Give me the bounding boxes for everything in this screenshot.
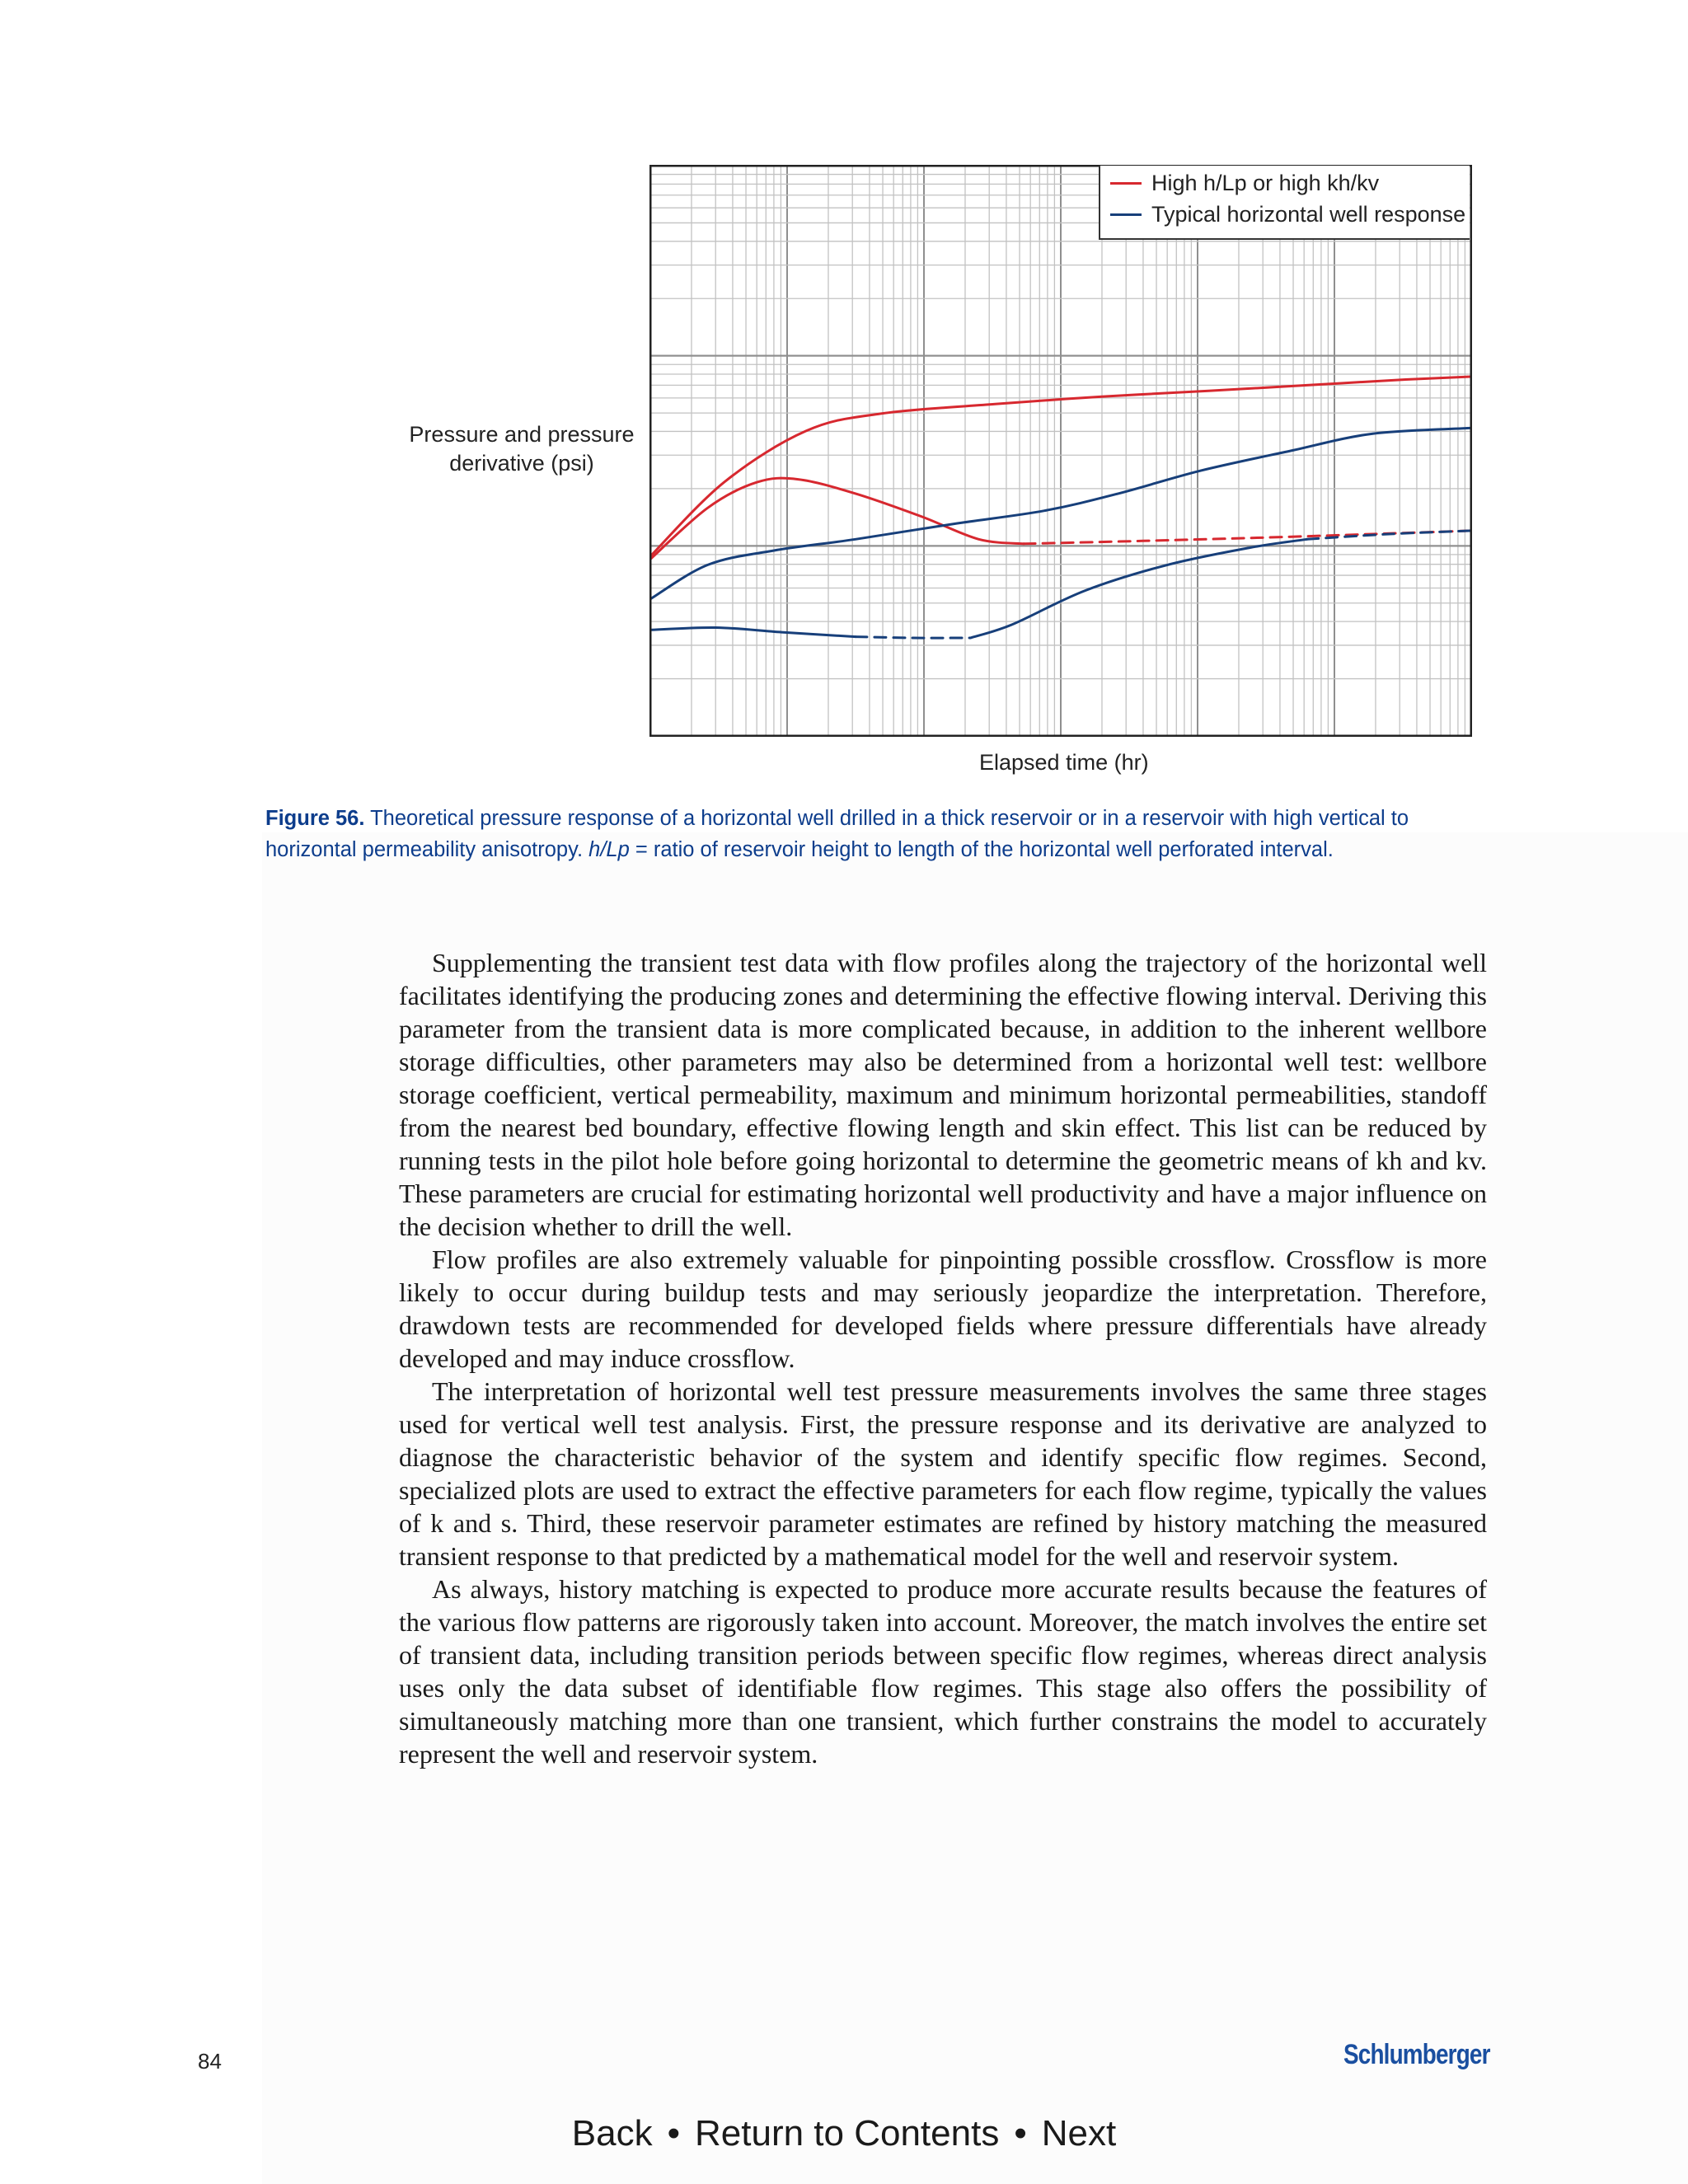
series-line-4 (650, 627, 856, 636)
paragraph-4: As always, history matching is expected to produce more accurate results because the features of the various flow patterns are rigorously taken into account. Moreover, the match involves the entire set of transient data, including transition periods between specific flow regimes, whereas direct analysis uses only the data subset of identifiable flow regimes. This stage also offers the possibility of simultaneously matching more than one transient, which further constrains the model to accurately represent the well and reservoir system. (399, 1574, 1487, 1769)
x-axis-label: Elapsed time (hr) (979, 750, 1149, 775)
back-link[interactable]: Back (571, 2113, 653, 2154)
nav-separator: • (1014, 2113, 1027, 2154)
series-line-1 (650, 478, 1024, 559)
chart-legend (1099, 166, 1470, 240)
legend-label-high-h-lp: High h/Lp or high kh/kv (1151, 171, 1380, 195)
figure-caption-formula: h/Lp (588, 838, 630, 861)
page-number: 84 (198, 2049, 222, 2074)
nav-separator: • (667, 2113, 680, 2154)
legend-swatch-red (1110, 182, 1142, 185)
figure-caption-text: Theoretical pressure response of a horizontal well drilled in a thick reservoir or in a reservoir with high vertical to horizontal permeability anisotropy. (265, 807, 1409, 861)
log-log-chart (649, 165, 1472, 737)
body-text (399, 946, 1487, 1770)
legend-label-typical: Typical horizontal well response (1151, 202, 1466, 227)
legend-swatch-blue (1110, 213, 1142, 216)
paragraph-2: Flow profiles are also extremely valuable for pinpointing possible crossflow. Crossflow is more likely to occur during buildup tests and may seriously jeopardize the interpretation. Therefore, drawdown tests are recommended for developed fields where pressure differentials have already developed and may induce crossflow. (399, 1244, 1487, 1373)
return-to-contents-link[interactable]: Return to Contents (695, 2113, 1000, 2154)
figure-caption-label: Figure 56. (265, 807, 365, 830)
series-line-5 (856, 637, 970, 638)
paragraph-3: The interpretation of horizontal well test pressure measurements involves the same three stages used for vertical well test analysis. First, the pressure response and its derivative are analyzed to diagnose the characteristic behavior of the system and identify specific flow regimes. Second, specialized plots are used to extract the effective parameters for each flow regime, typically the values of k and s. Third, these reservoir parameter estimates are refined by history matching the measured transient response to that predicted by a mathematical model for the well and reservoir system. (399, 1376, 1487, 1571)
legend-item-high-h-lp (1110, 171, 1379, 196)
figure-caption-definition: = ratio of reservoir height to length of the horizontal well perforated interval. (635, 838, 1334, 861)
next-link[interactable]: Next (1041, 2113, 1117, 2154)
chart-grid (650, 166, 1471, 736)
schlumberger-logo: Schlumberger (1343, 2039, 1490, 2070)
legend-item-typical (1110, 202, 1465, 227)
paragraph-1: Supplementing the transient test data with flow profiles along the trajectory of the horizontal well facilitates identifying the producing zones and determining the effective flowing interval. Deriving this parameter from the transient data is more complicated because, in addition to the inherent wellbore storage difficulties, other parameters may also be determined from a horizontal well test: wellbore storage coefficient, vertical permeability, maximum and minimum horizontal permeabilities, standoff from the nearest bed boundary, effective flowing length and skin effect. This list can be reduced by running tests in the pilot hole before going horizontal to determine the geometric means of kh and kv. These parameters are crucial for estimating horizontal well productivity and have a major influence on the decision whether to drill the well. (399, 948, 1487, 1241)
page-navigation (0, 2113, 1688, 2154)
figure-caption (265, 803, 1469, 865)
y-axis-label: Pressure and pressure derivative (psi) (409, 422, 635, 476)
